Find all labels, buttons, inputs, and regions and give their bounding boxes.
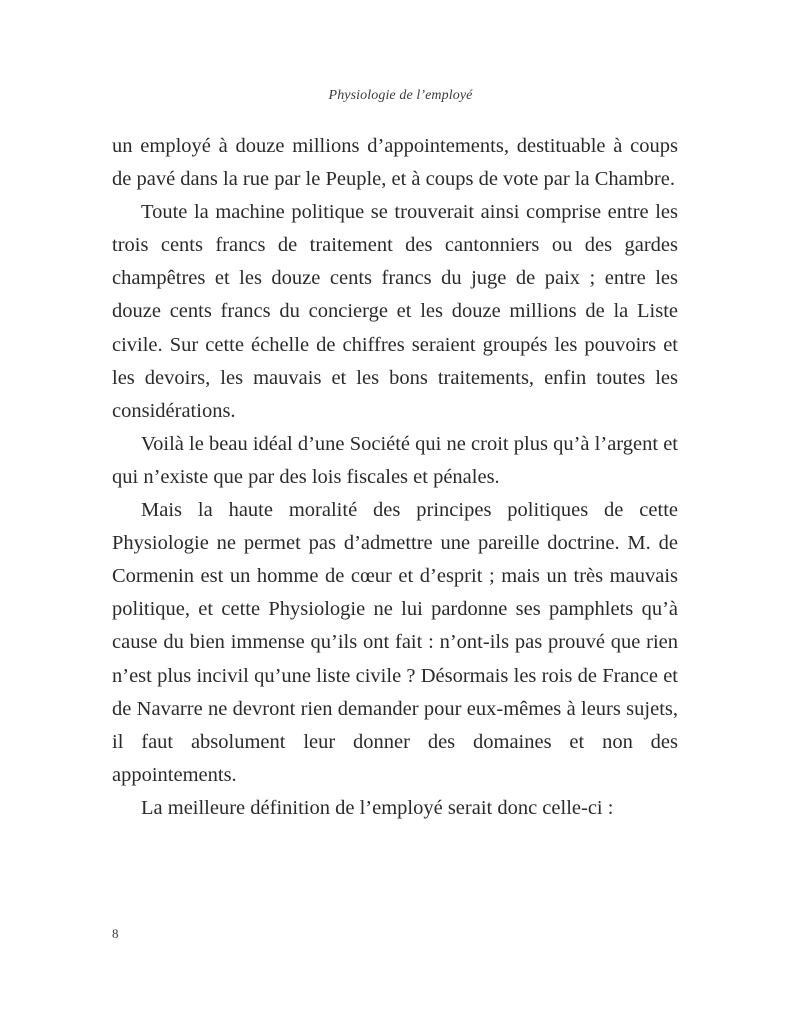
- paragraph-2: Toute la machine politique se trouverait ainsi comprise entre les trois cents francs de traitement des cantonniers ou des gardes champêtres et les douze cents francs du juge de paix ; entre les douze cents francs du concierge et les douze millions de la Liste civile. Sur cette échelle de chiffres seraient groupés les pouvoirs et les devoirs, les mauvais et les bons traitements, enfin toutes les considérations.: [112, 201, 678, 422]
- paragraph-5: La meilleure définition de l’employé serait donc celle-ci :: [141, 796, 614, 819]
- running-head: Physiologie de l’employé: [328, 88, 473, 103]
- paragraph-3: Voilà le beau idéal d’une Société qui ne croit plus qu’à l’argent et qui n’existe que par des lois fiscales et pénales.: [112, 432, 678, 488]
- body-text: [112, 130, 678, 825]
- paragraph-1: un employé à douze millions d’appointements, destituable à coups de pavé dans la rue par le Peuple, et à coups de vote par la Chambre.: [112, 135, 678, 191]
- paragraph-4: Mais la haute moralité des principes politiques de cette Physiologie ne permet pas d’admettre une pareille doctrine. M. de Cormenin est un homme de cœur et d’esprit ; mais un très mauvais politique, et cette Physiologie ne lui pardonne ses pamphlets qu’à cause du bien immense qu’ils ont fait : n’ont-ils pas prouvé que rien n’est plus incivil qu’une liste civile ? Désormais les rois de France et de Navarre ne devront rien demander pour eux-mêmes à leurs sujets, il faut absolument leur donner des domaines et non des appointements.: [112, 499, 678, 786]
- page-number: 8: [112, 926, 119, 941]
